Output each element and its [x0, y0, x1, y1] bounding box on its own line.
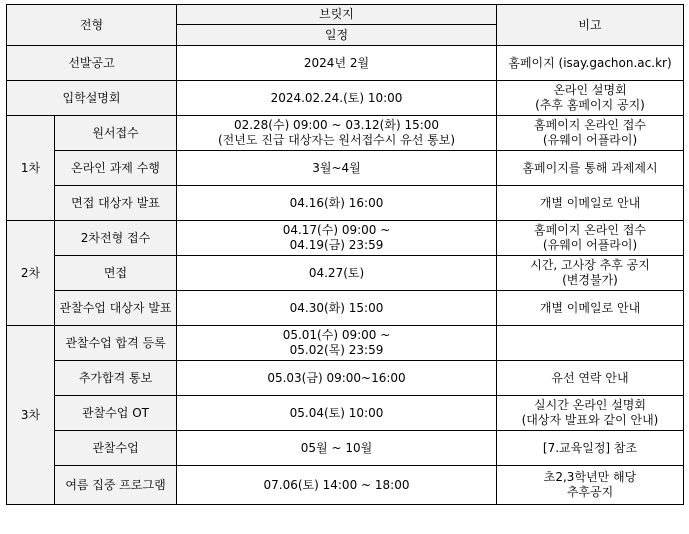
header-row: [7, 5, 684, 25]
header-note: 비고: [497, 5, 684, 46]
schedule-line: 07.06(토) 14:00 ~ 18:00: [263, 477, 410, 492]
note-line: 온라인 설명회: [553, 83, 627, 97]
note-line: 실시간 온라인 설명회: [534, 398, 646, 412]
table-row: [7, 81, 684, 116]
row-label: 관찰수업 합격 등록: [55, 326, 177, 361]
row-note: [497, 151, 684, 186]
row-note: [497, 466, 684, 505]
row-label: 추가합격 통보: [55, 361, 177, 396]
table-row: [7, 396, 684, 431]
table-row: [7, 466, 684, 505]
table-row: [7, 116, 684, 151]
row-note: [497, 116, 684, 151]
stage-label: 2차: [7, 221, 55, 326]
row-schedule: [177, 256, 497, 291]
row-note: [497, 81, 684, 116]
row-schedule: [177, 466, 497, 505]
header-schedule: 일정: [177, 25, 497, 46]
row-note: [497, 361, 684, 396]
row-label: 입학설명회: [7, 81, 177, 116]
row-label: 관찰수업 OT: [55, 396, 177, 431]
stage-label: 3차: [7, 326, 55, 505]
table-row: [7, 221, 684, 256]
note-line: (유웨이 어플라이): [542, 238, 638, 252]
table-row: [7, 326, 684, 361]
note-line: 초2,3학년만 해당: [543, 470, 637, 484]
row-note: [497, 46, 684, 81]
note-line: (추후 홈페이지 공지): [535, 98, 645, 112]
row-label: 온라인 과제 수행: [55, 151, 177, 186]
note-line: [7.교육일정] 참조: [542, 440, 638, 455]
row-label: 관찰수업: [55, 431, 177, 466]
row-label: 원서접수: [55, 116, 177, 151]
schedule-line: 05월 ~ 10월: [300, 440, 373, 455]
note-line: 홈페이지 온라인 접수: [534, 118, 646, 132]
note-line: (변경불가): [562, 273, 618, 287]
table-row: [7, 361, 684, 396]
row-note: [497, 326, 684, 361]
row-label: 여름 집중 프로그램: [55, 466, 177, 505]
schedule-line: 05.03(금) 09:00~16:00: [267, 370, 406, 385]
header-group: 브릿지: [177, 5, 497, 25]
note-line: 개별 이메일로 안내: [539, 195, 641, 210]
table-row: [7, 151, 684, 186]
note-line: (대상자 발표와 같이 안내): [521, 413, 659, 427]
row-label: 관찰수업 대상자 발표: [55, 291, 177, 326]
row-note: [497, 256, 684, 291]
row-label: 선발공고: [7, 46, 177, 81]
schedule-line: 2024.02.24.(토) 10:00: [270, 90, 403, 105]
schedule-line: 04.16(화) 16:00: [289, 195, 384, 210]
schedule-line: 04.27(토): [308, 265, 365, 280]
table-row: [7, 186, 684, 221]
row-label: 2차전형 접수: [55, 221, 177, 256]
schedule-line: 04.19(금) 23:59: [289, 238, 384, 252]
schedule-line: (전년도 진급 대상자는 원서접수시 유선 통보): [217, 133, 456, 147]
note-line: (유웨이 어플라이): [542, 133, 638, 147]
row-schedule: [177, 361, 497, 396]
row-label: 면접: [55, 256, 177, 291]
row-schedule: [177, 186, 497, 221]
row-schedule: [177, 221, 497, 256]
row-schedule: [177, 116, 497, 151]
row-note: [497, 186, 684, 221]
stage-label: 1차: [7, 116, 55, 221]
row-schedule: [177, 326, 497, 361]
table-row: [7, 46, 684, 81]
note-line: 개별 이메일로 안내: [539, 300, 641, 315]
table-row: [7, 291, 684, 326]
note-line: 시간, 고사장 추후 공지: [530, 258, 650, 272]
schedule-line: 05.02(목) 23:59: [289, 343, 384, 357]
note-line: 홈페이지를 통해 과제제시: [522, 160, 658, 175]
schedule-line: 02.28(수) 09:00 ~ 03.12(화) 15:00: [233, 118, 440, 132]
header-type: 전형: [7, 5, 177, 46]
schedule-line: 3월~4월: [312, 160, 361, 175]
note-line: 유선 연락 안내: [551, 370, 629, 385]
row-note: [497, 221, 684, 256]
row-note: [497, 291, 684, 326]
row-schedule: [177, 396, 497, 431]
schedule-line: 2024년 2월: [303, 55, 370, 70]
table-row: [7, 256, 684, 291]
row-schedule: [177, 46, 497, 81]
row-schedule: [177, 151, 497, 186]
row-label: 면접 대상자 발표: [55, 186, 177, 221]
row-schedule: [177, 81, 497, 116]
schedule-line: 04.17(수) 09:00 ~: [282, 223, 391, 237]
row-note: [497, 431, 684, 466]
note-line: 홈페이지 (isay.gachon.ac.kr): [508, 55, 672, 70]
admission-schedule-table: [6, 4, 684, 505]
row-schedule: [177, 431, 497, 466]
note-line: 홈페이지 온라인 접수: [534, 223, 646, 237]
note-line: 추후공지: [566, 485, 614, 499]
schedule-line: 05.04(토) 10:00: [289, 405, 384, 420]
table-row: [7, 431, 684, 466]
schedule-line: 04.30(화) 15:00: [289, 300, 384, 315]
row-schedule: [177, 291, 497, 326]
schedule-line: 05.01(수) 09:00 ~: [282, 328, 391, 342]
row-note: [497, 396, 684, 431]
